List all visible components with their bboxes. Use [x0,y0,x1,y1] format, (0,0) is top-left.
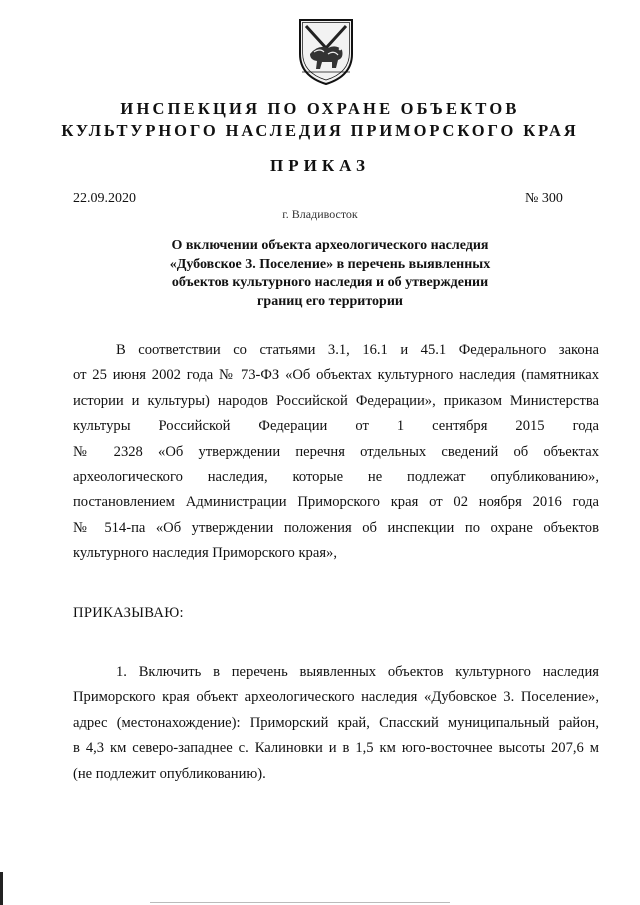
paragraph-line: адрес (местонахождение): Приморский край, Спасский муниципальный район, [73,714,599,731]
scan-bottom-line [150,902,450,903]
paragraph-line: 1. Включить в перечень выявленных объектов культурного наследия [116,664,599,680]
coat-of-arms-emblem [296,14,356,86]
document-type-title: ПРИКАЗ [270,156,370,175]
paragraph-line: истории и культуры) народов Российской Федерации», приказом Министерства [73,392,599,409]
document-city: г. Владивосток [282,207,358,221]
paragraph-line: от 25 июня 2002 года № 73-ФЗ «Об объектах культурного наследия (памятниках [73,367,599,384]
subject-line: объектов культурного наследия и об утверждении [171,275,489,290]
subject-line: границ его территории [257,293,403,309]
organization-name-line2: КУЛЬТУРНОГО НАСЛЕДИЯ ПРИМОРСКОГО КРАЯ [61,121,579,140]
paragraph-line: постановлением Администрации Приморского края от 02 ноября 2016 года [73,494,599,511]
paragraph-line: В соответствии со статьями 3.1, 16.1 и 45.1 Федерального закона [116,342,599,358]
document-number: № 300 [525,191,563,206]
subject-line: О включении объекта археологического наследия [171,238,489,253]
document-subject [150,237,510,311]
paragraph-line: № 2328 «Об утверждении перечня отдельных сведений об объектах [73,443,599,460]
paragraph-line: археологического наследия, которые не подлежат опубликованию», [73,469,599,486]
order-item-1 [73,660,599,787]
paragraph-line: культурного наследия Приморского края», [73,545,337,562]
paragraph-line: (не подлежит опубликованию). [73,765,266,782]
paragraph-line: культуры Российской Федерации от 1 сентября 2015 года [73,418,599,435]
paragraph-line: Приморского края объект археологического наследия «Дубовское 3. Поселение», [73,689,599,706]
organization-name-line1: ИНСПЕКЦИЯ ПО ОХРАНЕ ОБЪЕКТОВ [120,99,520,118]
preamble-paragraph [73,338,599,567]
document-date: 22.09.2020 [73,191,136,206]
paragraph-line: № 514-па «Об утверждении положения об инспекции по охране объектов [73,519,599,536]
scan-edge-mark [0,872,3,905]
paragraph-line: в 4,3 км северо-западнее с. Калиновки и в 1,5 км юго-восточнее высоты 207,6 м [73,740,599,757]
subject-line: «Дубовское 3. Поселение» в перечень выявленных [169,256,491,272]
order-keyword: ПРИКАЗЫВАЮ: [73,605,184,621]
